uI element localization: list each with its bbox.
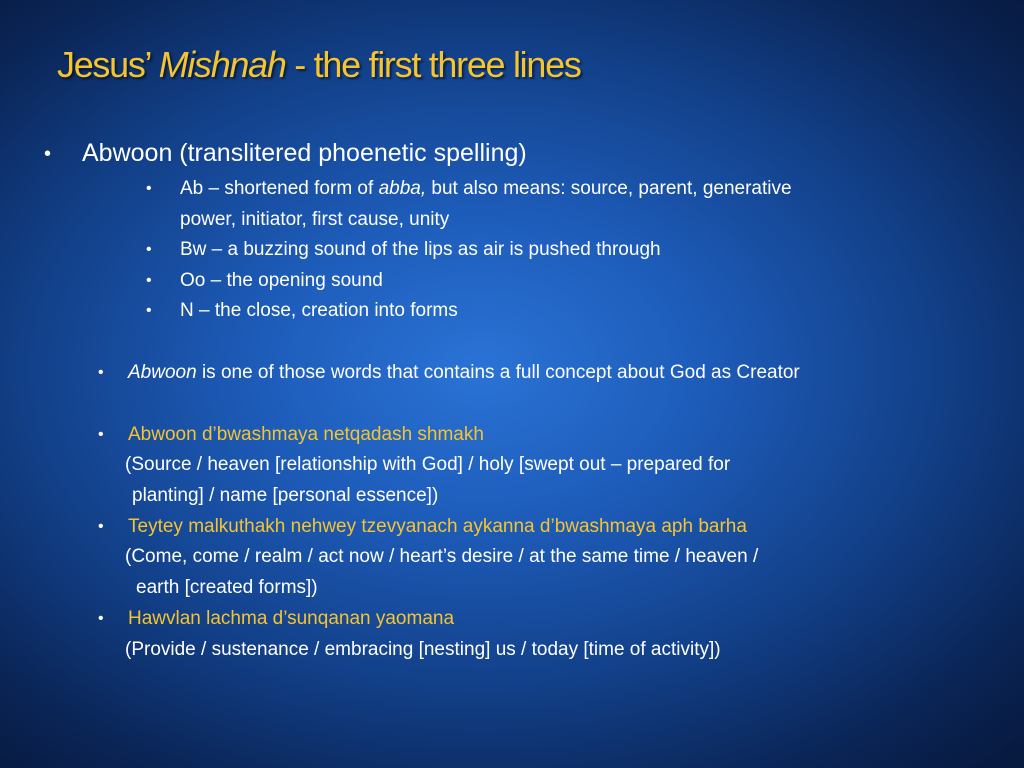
translation-line-1b: planting] / name [personal essence]) <box>132 485 439 506</box>
translation-line-2b: earth [created forms]) <box>136 577 318 598</box>
aramaic-line-2: Teytey malkuthakh nehwey tzevyanach aykanna d’bwashmaya aph barha <box>128 516 747 537</box>
translation-line-3a: (Provide / sustenance / embracing [nesting] us / today [time of activity]) <box>125 639 721 660</box>
bullet-icon: • <box>98 426 104 443</box>
sub-bullet-n: N – the close, creation into forms <box>180 300 458 321</box>
aramaic-line-3: Hawvlan lachma d’sunqanan yaomana <box>128 608 455 629</box>
translation-line-1a: (Source / heaven [relationship with God] / holy [swept out – prepared for <box>125 454 731 475</box>
concept-italic: Abwoon <box>128 362 197 383</box>
title-part-3: - the first three lines <box>285 44 581 85</box>
bullet-icon: • <box>146 180 152 197</box>
translation-line-2a: (Come, come / realm / act now / heart’s desire / at the same time / heaven / <box>125 546 759 567</box>
title-part-2-italic: Mishnah <box>158 44 286 85</box>
sub-bullet-oo: Oo – the opening sound <box>180 270 383 291</box>
bullet-icon: • <box>44 143 52 165</box>
bullet-icon: • <box>98 518 104 535</box>
aramaic-line-1: Abwoon d’bwashmaya netqadash shmakh <box>128 424 484 445</box>
bullet-icon: • <box>146 302 152 319</box>
main-bullet-text: Abwoon (translitered phoenetic spelling) <box>82 139 527 167</box>
concept-text <box>128 362 800 384</box>
sub-bullet-ab <box>180 178 792 200</box>
title-part-1: Jesus’ <box>57 44 159 85</box>
sub-bullet-ab-italic: abba, <box>378 178 427 199</box>
bullet-icon: • <box>98 610 104 627</box>
concept-rest: is one of those words that contains a full concept about God as Creator <box>196 362 800 383</box>
sub-bullet-ab-post: but also means: source, parent, generative <box>426 178 792 199</box>
slide-title <box>57 44 581 86</box>
sub-bullet-ab-continued: power, initiator, first cause, unity <box>180 209 450 230</box>
bullet-icon: • <box>146 272 152 289</box>
bullet-icon: • <box>146 241 152 258</box>
sub-bullet-ab-pre: Ab – shortened form of <box>180 178 379 199</box>
bullet-icon: • <box>98 364 104 381</box>
sub-bullet-bw: Bw – a buzzing sound of the lips as air is pushed through <box>180 239 661 260</box>
